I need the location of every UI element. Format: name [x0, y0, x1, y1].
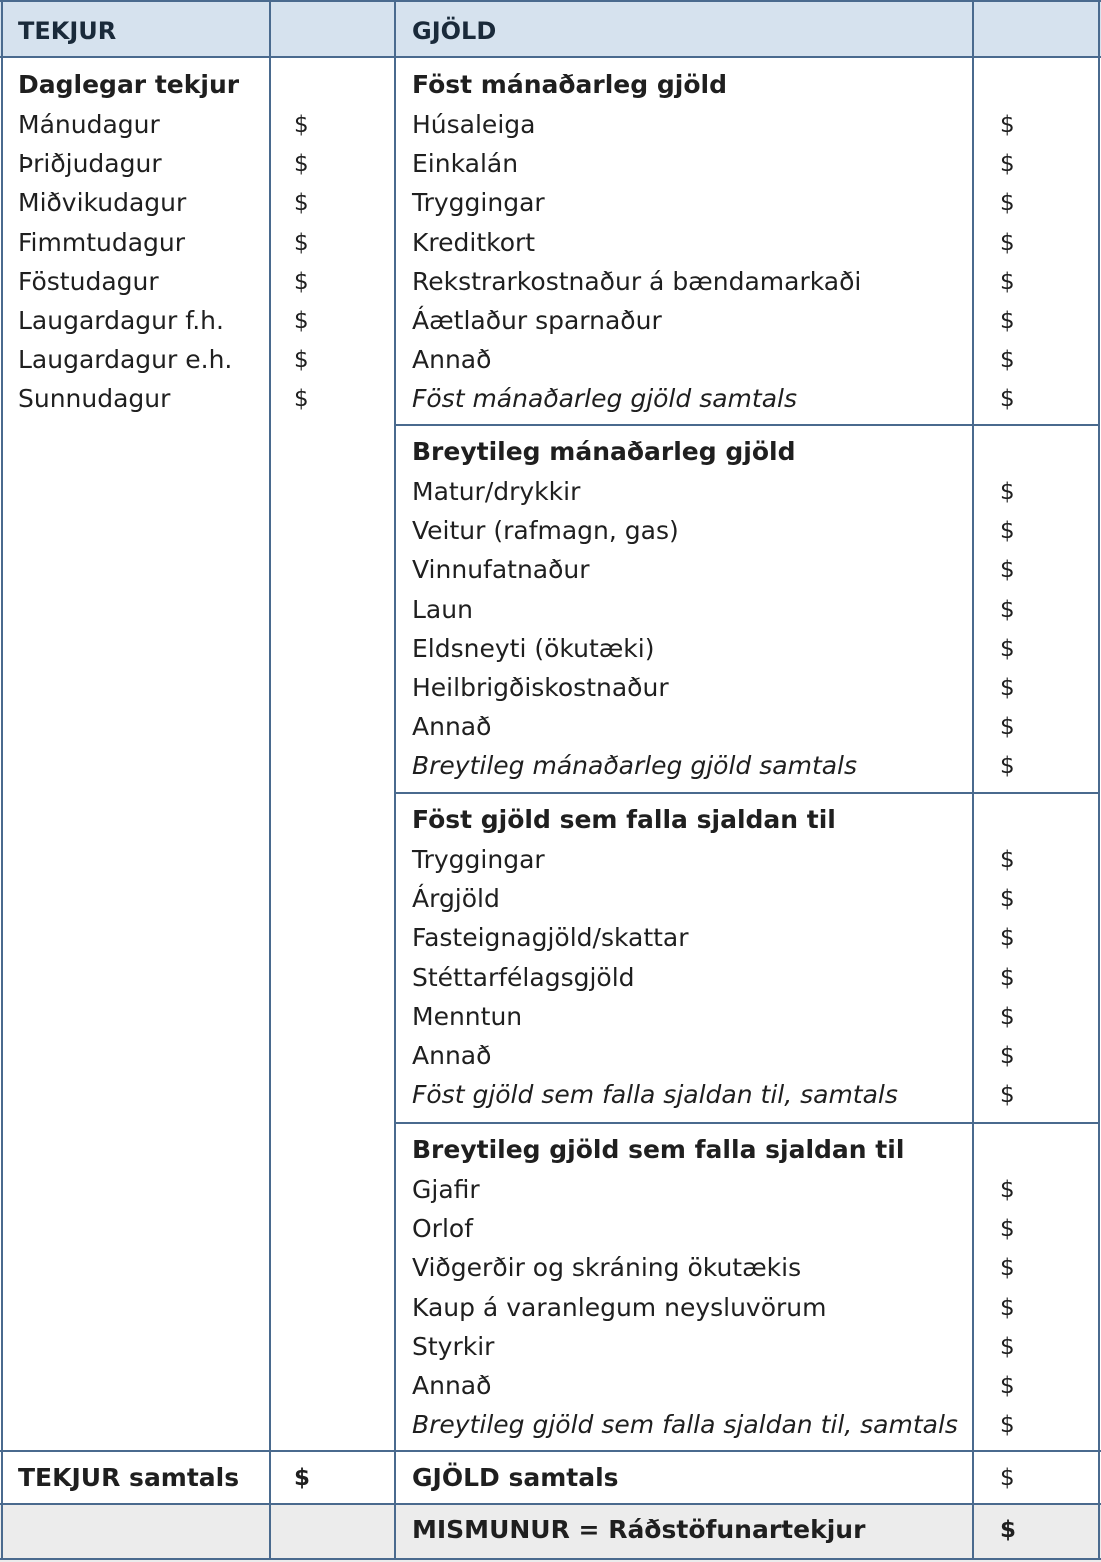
income-item: Laugardagur f.h. [18, 306, 224, 335]
expense-dollar: $ [1000, 1043, 1015, 1069]
totals-top-rule [0, 1450, 1101, 1452]
expense-dollar: $ [1000, 518, 1015, 545]
income-dollar: $ [294, 229, 309, 256]
expense-dollar: $ [1000, 886, 1015, 913]
income-dollar: $ [294, 112, 309, 138]
expense-dollar: $ [1000, 925, 1015, 952]
expense-section-title: Breytileg gjöld sem falla sjaldan til [412, 1135, 905, 1164]
expense-dollar: $ [1000, 675, 1015, 701]
table-vertical-rule [269, 0, 271, 1560]
expense-item: Áætlaður sparnaður [412, 306, 662, 335]
table-bottom-rule [0, 1558, 1101, 1560]
section-divider [394, 792, 1100, 794]
expense-dollar: $ [1000, 1003, 1015, 1030]
income-dollar: $ [294, 386, 309, 413]
section-divider [394, 1122, 1100, 1124]
expense-item: Menntun [412, 1001, 523, 1031]
expense-section-title: Breytileg mánaðarleg gjöld [412, 437, 796, 466]
expense-item: Veitur (rafmagn, gas) [412, 516, 679, 546]
income-header: TEKJUR [18, 17, 117, 45]
expense-item: Gjafir [412, 1175, 480, 1204]
expense-item: Kreditkort [412, 227, 536, 257]
expense-item: Húsaleiga [412, 110, 536, 139]
expenses-total-dollar: $ [1000, 1465, 1015, 1491]
section-divider [394, 424, 1100, 426]
expense-dollar: $ [1000, 190, 1015, 217]
expense-item: Heilbrigðiskostnaður [412, 673, 669, 702]
expense-item: Annað [412, 345, 492, 375]
expense-dollar: $ [1000, 1333, 1015, 1360]
expense-item: Annað [412, 1371, 492, 1400]
header-bottom-rule [0, 56, 1101, 58]
income-item: Sunnudagur [18, 384, 171, 414]
expense-dollar: $ [1000, 635, 1015, 662]
expense-subtotal-label: Breytileg mánaðarleg gjöld samtals [412, 751, 858, 781]
expense-item: Eldsneyti (ökutæki) [412, 633, 655, 663]
expense-section-title: Föst mánaðarleg gjöld [412, 70, 727, 99]
expense-item: Stéttarfélagsgjöld [412, 962, 635, 992]
expense-dollar: $ [1000, 964, 1015, 991]
expense-dollar: $ [1000, 1177, 1015, 1203]
header-background [0, 0, 1101, 57]
expense-dollar: $ [1000, 479, 1015, 505]
income-dollar: $ [294, 347, 309, 374]
income-dollar: $ [294, 268, 309, 295]
expense-dollar: $ [1000, 229, 1015, 256]
expense-subtotal-label: Föst gjöld sem falla sjaldan til, samtals [412, 1080, 898, 1110]
income-item: Mánudagur [18, 110, 160, 139]
expense-item: Matur/drykkir [412, 477, 581, 506]
income-item: Miðvikudagur [18, 188, 187, 218]
expense-dollar: $ [1000, 1216, 1015, 1243]
income-total-dollar: $ [294, 1465, 311, 1491]
expense-item: Laun [412, 594, 473, 624]
expense-dollar: $ [1000, 1373, 1015, 1399]
expense-subtotal-label: Föst mánaðarleg gjöld samtals [412, 384, 797, 414]
table-top-rule [0, 0, 1101, 2]
expense-subtotal-dollar: $ [1000, 753, 1015, 780]
income-item: Fimmtudagur [18, 227, 186, 257]
difference-dollar: $ [1000, 1517, 1017, 1543]
expense-item: Árgjöld [412, 884, 500, 914]
expense-item: Kaup á varanlegum neysluvörum [412, 1292, 827, 1322]
expense-item: Vinnufatnaður [412, 555, 590, 585]
table-vertical-rule [394, 0, 396, 1560]
expense-dollar: $ [1000, 1255, 1015, 1282]
expense-subtotal-dollar: $ [1000, 1082, 1015, 1109]
income-dollar: $ [294, 151, 309, 178]
expense-item: Viðgerðir og skráning ökutækis [412, 1253, 802, 1283]
expense-dollar: $ [1000, 112, 1015, 138]
expense-subtotal-dollar: $ [1000, 386, 1015, 413]
expense-item: Annað [412, 712, 492, 742]
expense-item: Orlof [412, 1214, 473, 1244]
expense-subtotal-label: Breytileg gjöld sem falla sjaldan til, samtals [412, 1410, 958, 1440]
income-item: Þriðjudagur [18, 149, 162, 179]
difference-top-rule [0, 1503, 1101, 1505]
table-vertical-rule [1098, 0, 1100, 1560]
expense-dollar: $ [1000, 151, 1015, 178]
table-vertical-rule [1, 0, 3, 1560]
income-title: Daglegar tekjur [18, 70, 240, 99]
expense-dollar: $ [1000, 714, 1015, 741]
expense-item: Styrkir [412, 1331, 495, 1361]
expense-subtotal-dollar: $ [1000, 1412, 1015, 1439]
expenses-total-label: GJÖLD samtals [412, 1463, 619, 1492]
expenses-header: GJÖLD [412, 17, 497, 45]
expense-dollar: $ [1000, 268, 1015, 295]
expense-dollar: $ [1000, 308, 1015, 334]
expense-dollar: $ [1000, 557, 1015, 584]
expense-item: Einkalán [412, 149, 519, 179]
expense-dollar: $ [1000, 1294, 1015, 1321]
expense-item: Tryggingar [412, 845, 545, 874]
income-item: Föstudagur [18, 266, 159, 296]
expense-item: Annað [412, 1041, 492, 1070]
expense-item: Fasteignagjöld/skattar [412, 923, 689, 953]
expense-dollar: $ [1000, 596, 1015, 623]
expense-item: Tryggingar [412, 188, 545, 218]
expense-dollar: $ [1000, 347, 1015, 374]
expense-dollar: $ [1000, 847, 1015, 873]
income-dollar: $ [294, 308, 309, 334]
expense-item: Rekstrarkostnaður á bændamarkaði [412, 266, 862, 296]
difference-label: MISMUNUR = Ráðstöfunartekjur [412, 1515, 866, 1544]
income-item: Laugardagur e.h. [18, 345, 233, 375]
income-total-label: TEKJUR samtals [18, 1463, 240, 1492]
expense-section-title: Föst gjöld sem falla sjaldan til [412, 805, 836, 834]
income-dollar: $ [294, 190, 309, 217]
table-vertical-rule [972, 0, 974, 1560]
